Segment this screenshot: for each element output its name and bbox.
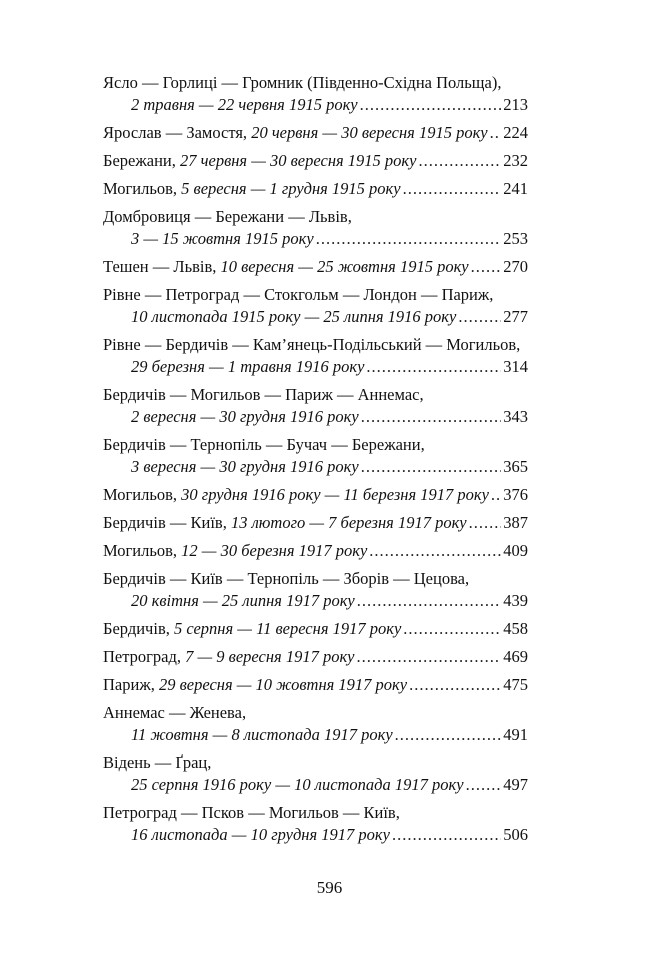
toc-entry-page: 343 (503, 407, 528, 426)
toc-entry-page: 232 (503, 151, 528, 170)
toc-entry-places: Ясло — Горлиці — Громник (Південно-Східна Польща), (103, 73, 502, 92)
toc-entry-page: 497 (503, 775, 528, 794)
toc-entry-page: 475 (503, 675, 528, 694)
toc-entry-page: 458 (503, 619, 528, 638)
toc-entry-dates: 30 грудня 1916 року — 11 березня 1917 року (181, 485, 489, 504)
toc-entry-page: 409 (503, 541, 528, 560)
toc-entry-places: Бердичів, (103, 619, 174, 638)
toc-entry-page: 506 (503, 825, 528, 844)
toc-entry-places: Тешен — Львів, (103, 257, 221, 276)
toc-entry-page: 224 (503, 123, 528, 142)
dot-leader (360, 94, 502, 116)
toc-entry (103, 568, 528, 612)
toc-entry-dates: 7 — 9 вересня 1917 року (185, 647, 355, 666)
toc-entry-dates: 29 вересня — 10 жовтня 1917 року (158, 675, 408, 694)
toc-entry (103, 802, 528, 846)
dot-leader (469, 512, 502, 534)
toc-entry (103, 618, 528, 640)
toc-entry-dates: 5 вересня — 1 грудня 1915 року (181, 179, 401, 198)
toc-entry-page: 387 (503, 513, 528, 532)
toc-entry (103, 206, 528, 250)
toc-entry-places: Бердичів — Тернопіль — Бучач — Бережани, (103, 435, 425, 454)
toc-entry (103, 122, 528, 144)
toc-entry-page: 491 (503, 725, 528, 744)
toc-entry-page: 277 (503, 307, 528, 326)
toc-entry-dates: 25 серпня 1916 року — 10 листопада 1917 року (131, 775, 464, 794)
toc-entry-page: 241 (503, 179, 528, 198)
toc-entry-page: 376 (503, 485, 528, 504)
toc-entry-page: 270 (503, 257, 528, 276)
dot-leader (418, 150, 501, 172)
toc-entry-places: Петроград, (103, 647, 186, 666)
toc-entry-dates: 5 серпня — 11 вересня 1917 року (173, 619, 402, 638)
toc-entry-places: Бердичів — Київ — Тернопіль — Зборів — Цецова, (103, 569, 470, 588)
toc-entry-page: 439 (503, 591, 528, 610)
dot-leader (458, 306, 501, 328)
toc-entry (103, 334, 528, 378)
toc-entry-dates: 12 — 30 березня 1917 року (181, 541, 368, 560)
dot-leader (403, 618, 501, 640)
toc-entry-dates: 27 червня — 30 вересня 1915 року (180, 151, 417, 170)
toc-entry (103, 702, 528, 746)
toc-entry-dates: 29 березня — 1 травня 1916 року (131, 357, 365, 376)
toc-entry (103, 484, 528, 506)
dot-leader (361, 406, 502, 428)
toc-entry-places: Відень — Ґрац, (103, 753, 212, 772)
toc-entry-places: Могильов, (103, 485, 182, 504)
dot-leader (466, 774, 502, 796)
toc-entry-places: Рівне — Петроград — Стокгольм — Лондон — Париж, (103, 285, 494, 304)
toc-entry-places: Париж, (103, 675, 159, 694)
dot-leader (395, 724, 502, 746)
dot-leader (361, 456, 502, 478)
toc-entry (103, 674, 528, 696)
page-number: 596 (316, 878, 343, 897)
toc-entry-places: Петроград — Псков — Могильов — Київ, (103, 803, 400, 822)
dot-leader (403, 178, 502, 200)
toc-entry-places: Домбровиця — Бережани — Львів, (103, 207, 352, 226)
toc-entry-places: Рівне — Бердичів — Кам’янець-Подільський — Могильов, (103, 335, 521, 354)
dot-leader (369, 540, 501, 562)
toc-entry-page: 314 (503, 357, 528, 376)
toc-entry-dates: 16 листопада — 10 грудня 1917 року (131, 825, 390, 844)
toc-entry-dates: 13 лютого — 7 березня 1917 року (230, 513, 467, 532)
toc-entry-page: 253 (503, 229, 528, 248)
toc-entry-dates: 20 квітня — 25 липня 1917 року (131, 591, 355, 610)
toc-entry-dates: 3 — 15 жовтня 1915 року (131, 229, 314, 248)
toc-entry (103, 752, 528, 796)
dot-leader (357, 590, 502, 612)
toc-entry-dates: 3 вересня — 30 грудня 1916 року (131, 457, 359, 476)
toc-entry (103, 512, 528, 534)
toc-entry-page: 213 (503, 95, 528, 114)
toc-entry (103, 284, 528, 328)
toc-entry-places: Аннемас — Женева, (103, 703, 247, 722)
toc-entry-places: Могильов, (103, 179, 182, 198)
toc-entry-places: Бережани, (103, 151, 181, 170)
toc-entry-dates: 11 жовтня — 8 листопада 1917 року (131, 725, 393, 744)
dot-leader (316, 228, 502, 250)
dot-leader (357, 646, 502, 668)
toc-entry (103, 72, 528, 116)
toc-entry (103, 540, 528, 562)
dot-leader (366, 356, 501, 378)
toc-entry (103, 384, 528, 428)
toc-entry-places: Бердичів — Київ, (103, 513, 231, 532)
toc-entry (103, 178, 528, 200)
toc-entry (103, 646, 528, 668)
dot-leader (490, 122, 502, 144)
toc-entry (103, 434, 528, 478)
toc-entry-dates: 20 червня — 30 вересня 1915 року (251, 123, 488, 142)
dot-leader (471, 256, 502, 278)
toc-entry-page: 469 (503, 647, 528, 666)
table-of-contents (103, 72, 528, 852)
toc-entry (103, 150, 528, 172)
toc-entry-dates: 2 травня — 22 червня 1915 року (131, 95, 358, 114)
toc-entry-places: Бердичів — Могильов — Париж — Аннемас, (103, 385, 424, 404)
toc-entry-places: Ярослав — Замостя, (103, 123, 252, 142)
toc-entry-dates: 10 вересня — 25 жовтня 1915 року (220, 257, 469, 276)
toc-entry (103, 256, 528, 278)
dot-leader (409, 674, 501, 696)
dot-leader (392, 824, 501, 846)
toc-entry-page: 365 (503, 457, 528, 476)
toc-entry-dates: 10 листопада 1915 року — 25 липня 1916 року (131, 307, 457, 326)
toc-entry-places: Могильов, (103, 541, 182, 560)
dot-leader (491, 484, 501, 506)
toc-entry-dates: 2 вересня — 30 грудня 1916 року (131, 407, 359, 426)
